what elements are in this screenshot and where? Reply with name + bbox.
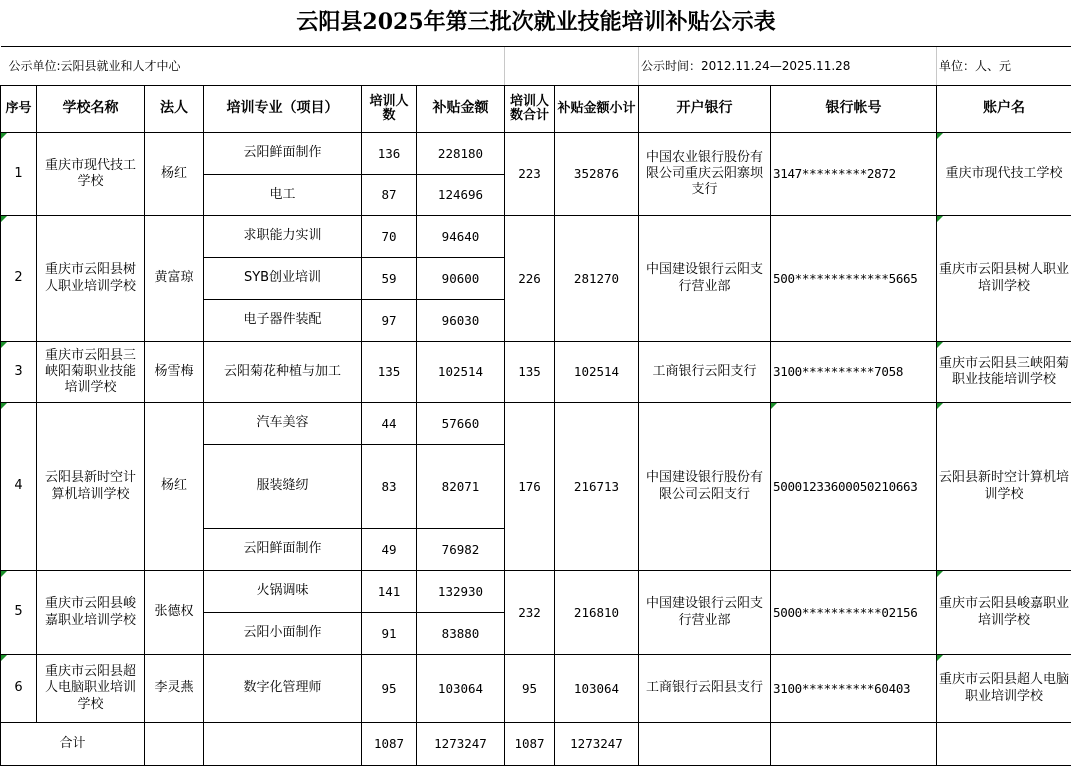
cell-bank: 中国建设银行云阳支行营业部 — [639, 216, 771, 342]
cell-amount: 103064 — [417, 655, 505, 723]
cell-trainees: 70 — [362, 216, 417, 258]
cell-bank: 工商银行云阳支行 — [639, 342, 771, 403]
cell-account: 500*************5665 — [771, 216, 937, 342]
cell-account: 3100**********60403 — [771, 655, 937, 723]
table-row — [1, 342, 1071, 403]
cell-seq: 6 — [1, 655, 37, 723]
cell-major: 汽车美容 — [204, 403, 362, 445]
cell-legal: 张德权 — [145, 571, 204, 655]
cell-legal: 黄富琼 — [145, 216, 204, 342]
cell-trainees: 91 — [362, 613, 417, 655]
table-row — [1, 216, 1071, 258]
cell-legal: 李灵燕 — [145, 655, 204, 723]
cell-major: 电子器件装配 — [204, 300, 362, 342]
cell-seq: 3 — [1, 342, 37, 403]
cell-bank: 中国建设银行云阳支行营业部 — [639, 571, 771, 655]
cell-amount: 132930 — [417, 571, 505, 613]
cell-trainees-total: 176 — [505, 403, 555, 571]
cell-account: 3100**********7058 — [771, 342, 937, 403]
publish-period: 公示时间：2012.11.24—2025.11.28 — [639, 47, 937, 86]
cell-trainees-total: 95 — [505, 655, 555, 723]
cell-major: 云阳鲜面制作 — [204, 529, 362, 571]
cell-major: 数字化管理师 — [204, 655, 362, 723]
cell-trainees: 97 — [362, 300, 417, 342]
table-row — [1, 655, 1071, 723]
cell-account: 50001233600050210663 — [771, 403, 937, 571]
cell-major: 火锅调味 — [204, 571, 362, 613]
cell-account: 3147*********2872 — [771, 133, 937, 216]
cell-bank: 中国农业银行股份有限公司重庆云阳寨坝支行 — [639, 133, 771, 216]
cell-amount: 228180 — [417, 133, 505, 175]
cell-legal: 杨红 — [145, 403, 204, 571]
cell-legal: 杨红 — [145, 133, 204, 216]
total-blank-major — [204, 723, 362, 766]
total-blank-holder — [937, 723, 1071, 766]
cell-school: 重庆市云阳县树人职业培训学校 — [37, 216, 145, 342]
cell-amount: 83880 — [417, 613, 505, 655]
cell-amount-subtotal: 103064 — [555, 655, 639, 723]
total-blank-bank — [639, 723, 771, 766]
cell-holder: 云阳县新时空计算机培训学校 — [937, 403, 1071, 571]
cell-account: 5000***********02156 — [771, 571, 937, 655]
cell-major: 服装缝纫 — [204, 445, 362, 529]
cell-seq: 5 — [1, 571, 37, 655]
publisher-unit: 公示单位:云阳县就业和人才中心 — [1, 47, 505, 86]
total-amount-subtotal: 1273247 — [555, 723, 639, 766]
cell-trainees: 135 — [362, 342, 417, 403]
cell-trainees: 87 — [362, 175, 417, 216]
cell-amount-subtotal: 102514 — [555, 342, 639, 403]
cell-school: 云阳县新时空计算机培训学校 — [37, 403, 145, 571]
cell-amount: 102514 — [417, 342, 505, 403]
cell-trainees: 141 — [362, 571, 417, 613]
cell-holder: 重庆市云阳县三峡阳菊职业技能培训学校 — [937, 342, 1071, 403]
cell-holder: 重庆市云阳县超人电脑职业培训学校 — [937, 655, 1071, 723]
cell-amount-subtotal: 216810 — [555, 571, 639, 655]
total-trainees-total: 1087 — [505, 723, 555, 766]
cell-school: 重庆市现代技工学校 — [37, 133, 145, 216]
header-amount: 补贴金额 — [417, 86, 505, 133]
total-blank-account — [771, 723, 937, 766]
header-bank: 开户银行 — [639, 86, 771, 133]
cell-amount: 94640 — [417, 216, 505, 258]
cell-holder: 重庆市云阳县树人职业培训学校 — [937, 216, 1071, 342]
cell-major: 云阳小面制作 — [204, 613, 362, 655]
cell-trainees: 49 — [362, 529, 417, 571]
currency-unit: 单位：人、元 — [937, 47, 1071, 86]
cell-major: 云阳鲜面制作 — [204, 133, 362, 175]
header-school: 学校名称 — [37, 86, 145, 133]
cell-trainees: 44 — [362, 403, 417, 445]
cell-trainees-total: 223 — [505, 133, 555, 216]
cell-trainees: 136 — [362, 133, 417, 175]
total-label: 合计 — [1, 723, 145, 766]
meta-blank — [505, 47, 639, 86]
cell-holder: 重庆市云阳县峻嘉职业培训学校 — [937, 571, 1071, 655]
table-row — [1, 403, 1071, 445]
cell-major: 云阳菊花种植与加工 — [204, 342, 362, 403]
cell-seq: 1 — [1, 133, 37, 216]
cell-amount-subtotal: 281270 — [555, 216, 639, 342]
cell-bank: 中国建设银行股份有限公司云阳支行 — [639, 403, 771, 571]
total-blank-legal — [145, 723, 204, 766]
total-row — [1, 723, 1071, 766]
header-row — [1, 86, 1071, 133]
header-trainees: 培训人数 — [362, 86, 417, 133]
cell-trainees-total: 232 — [505, 571, 555, 655]
cell-amount: 90600 — [417, 258, 505, 300]
cell-trainees: 59 — [362, 258, 417, 300]
cell-seq: 2 — [1, 216, 37, 342]
cell-amount-subtotal: 216713 — [555, 403, 639, 571]
cell-trainees-total: 226 — [505, 216, 555, 342]
cell-major: 电工 — [204, 175, 362, 216]
cell-school: 重庆市云阳县三峡阳菊职业技能培训学校 — [37, 342, 145, 403]
cell-amount: 124696 — [417, 175, 505, 216]
header-seq: 序号 — [1, 86, 37, 133]
cell-major: 求职能力实训 — [204, 216, 362, 258]
cell-amount-subtotal: 352876 — [555, 133, 639, 216]
header-account: 银行帐号 — [771, 86, 937, 133]
cell-amount: 57660 — [417, 403, 505, 445]
total-trainees: 1087 — [362, 723, 417, 766]
cell-bank: 工商银行云阳县支行 — [639, 655, 771, 723]
header-holder: 账户名 — [937, 86, 1071, 133]
cell-amount: 96030 — [417, 300, 505, 342]
table-row — [1, 571, 1071, 613]
page-title: 云阳县2025年第三批次就业技能培训补贴公示表 — [1, 0, 1071, 47]
cell-seq: 4 — [1, 403, 37, 571]
cell-school: 重庆市云阳县超人电脑职业培训学校 — [37, 655, 145, 723]
cell-amount: 76982 — [417, 529, 505, 571]
cell-trainees-total: 135 — [505, 342, 555, 403]
cell-amount: 82071 — [417, 445, 505, 529]
cell-major: SYB创业培训 — [204, 258, 362, 300]
header-major: 培训专业（项目） — [204, 86, 362, 133]
cell-trainees: 95 — [362, 655, 417, 723]
cell-trainees: 83 — [362, 445, 417, 529]
header-trainees-total: 培训人数合计 — [505, 86, 555, 133]
total-amount: 1273247 — [417, 723, 505, 766]
cell-legal: 杨雪梅 — [145, 342, 204, 403]
header-legal: 法人 — [145, 86, 204, 133]
header-amount-subtotal: 补贴金额小计 — [555, 86, 639, 133]
cell-school: 重庆市云阳县峻嘉职业培训学校 — [37, 571, 145, 655]
table-row — [1, 133, 1071, 175]
cell-holder: 重庆市现代技工学校 — [937, 133, 1071, 216]
